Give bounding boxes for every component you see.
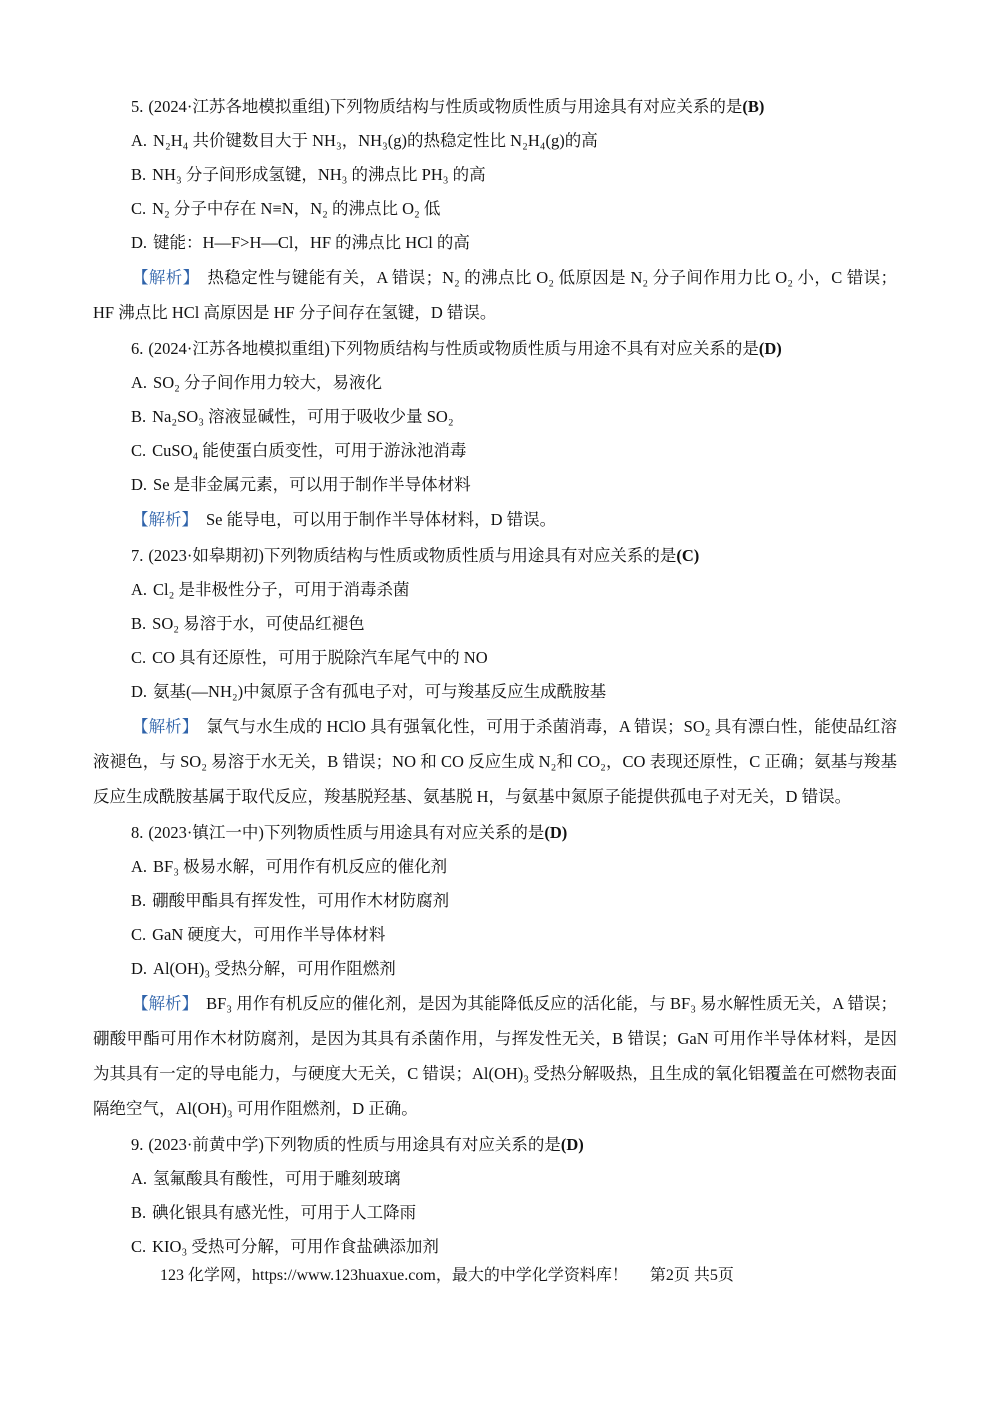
option-b bbox=[93, 607, 897, 641]
option-label: A. bbox=[131, 580, 148, 599]
option-d bbox=[93, 226, 897, 260]
analysis-paragraph bbox=[93, 260, 897, 330]
option-a bbox=[93, 1162, 897, 1196]
option-text: Cl₂ 是非极性分子，可用于消毒杀菌 bbox=[153, 580, 410, 599]
option-a bbox=[93, 850, 897, 884]
option-text: 键能：H—F>H—Cl，HF 的沸点比 HCl 的高 bbox=[153, 233, 470, 252]
option-label: B. bbox=[131, 891, 147, 910]
option-label: D. bbox=[131, 475, 148, 494]
analysis-text: Se 能导电，可以用于制作半导体材料，D 错误。 bbox=[206, 510, 557, 529]
answer-key: (D) bbox=[758, 339, 782, 358]
question-stem-text: (2023·如皋期初)下列物质结构与性质或物质性质与用途具有对应关系的是 bbox=[148, 546, 677, 565]
option-d bbox=[93, 675, 897, 709]
question-8 bbox=[93, 816, 897, 1126]
analysis-label: 【解析】 bbox=[132, 717, 199, 736]
option-label: B. bbox=[131, 614, 147, 633]
option-b bbox=[93, 400, 897, 434]
footer-site-info: 123 化学网，https://www.123huaxue.com，最大的中学化学资料库！ bbox=[160, 1267, 628, 1284]
answer-key: (D) bbox=[560, 1135, 584, 1154]
option-text: CO 具有还原性，可用于脱除汽车尾气中的 NO bbox=[152, 648, 488, 667]
option-text: 氢氟酸具有酸性，可用于雕刻玻璃 bbox=[153, 1169, 401, 1188]
answer-key: (C) bbox=[676, 546, 700, 565]
option-c bbox=[93, 192, 897, 226]
analysis-text: 氯气与水生成的 HClO 具有强氧化性，可用于杀菌消毒，A 错误；SO₂ 具有漂白性，能使品红溶液褪色，与 SO₂ 易溶于水无关，B 错误；NO 和 CO 反应生成 N₂和 CO₂，CO 表现还原性，C 正确；氨基与羧基反应生成酰胺基属于取代反应，羧基脱羟基、氨基脱 H，与氨基中氮原子能提供孤电子对无关，D 错误。 bbox=[93, 717, 897, 806]
option-text: CuSO₄ 能使蛋白质变性，可用于游泳池消毒 bbox=[152, 441, 467, 460]
option-text: Al(OH)₃ 受热分解，可用作阻燃剂 bbox=[153, 959, 396, 978]
analysis-label: 【解析】 bbox=[132, 994, 199, 1013]
option-label: C. bbox=[131, 199, 147, 218]
option-text: Se 是非金属元素，可以用于制作半导体材料 bbox=[153, 475, 471, 494]
question-number: 8. bbox=[131, 823, 144, 842]
option-label: D. bbox=[131, 682, 148, 701]
analysis-label: 【解析】 bbox=[132, 268, 200, 287]
option-c bbox=[93, 918, 897, 952]
analysis-paragraph bbox=[93, 502, 897, 537]
option-b bbox=[93, 158, 897, 192]
analysis-text: 热稳定性与键能有关，A 错误；N₂ 的沸点比 O₂ 低原因是 N₂ 分子间作用力比 O₂ 小，C 错误；HF 沸点比 HCl 高原因是 HF 分子间存在氢键，D 错误。 bbox=[93, 268, 898, 322]
option-label: C. bbox=[131, 441, 147, 460]
option-d bbox=[93, 952, 897, 986]
analysis-paragraph bbox=[93, 986, 897, 1126]
option-c bbox=[93, 1230, 897, 1264]
question-7 bbox=[93, 539, 897, 814]
question-stem-text: (2023·镇江一中)下列物质性质与用途具有对应关系的是 bbox=[148, 823, 545, 842]
analysis-label: 【解析】 bbox=[132, 510, 198, 529]
option-a bbox=[93, 573, 897, 607]
option-b bbox=[93, 1196, 897, 1230]
option-text: 硼酸甲酯具有挥发性，可用作木材防腐剂 bbox=[152, 891, 450, 910]
question-stem bbox=[93, 816, 897, 850]
option-c bbox=[93, 434, 897, 468]
option-text: Na₂SO₃ 溶液显碱性，可用于吸收少量 SO₂ bbox=[152, 407, 454, 426]
option-text: 氨基(—NH₂)中氮原子含有孤电子对，可与羧基反应生成酰胺基 bbox=[153, 682, 607, 701]
option-text: 碘化银具有感光性，可用于人工降雨 bbox=[152, 1203, 417, 1222]
option-d bbox=[93, 468, 897, 502]
question-number: 5. bbox=[131, 97, 144, 116]
question-number: 7. bbox=[131, 546, 144, 565]
answer-key: (D) bbox=[544, 823, 568, 842]
answer-key: (B) bbox=[742, 97, 765, 116]
option-label: B. bbox=[131, 1203, 147, 1222]
question-stem-text: (2024·江苏各地模拟重组)下列物质结构与性质或物质性质与用途具有对应关系的是 bbox=[148, 97, 743, 116]
question-number: 9. bbox=[131, 1135, 144, 1154]
option-label: C. bbox=[131, 925, 147, 944]
question-6 bbox=[93, 332, 897, 537]
option-label: A. bbox=[131, 857, 148, 876]
page-footer bbox=[93, 1264, 897, 1288]
analysis-text: BF₃ 用作有机反应的催化剂，是因为其能降低反应的活化能，与 BF₃ 易水解性质无关，A 错误；硼酸甲酯可用作木材防腐剂，是因为其具有杀菌作用，与挥发性无关，B 错误；GaN 可用作半导体材料，是因为其具有一定的导电能力，与硬度大无关，C 错误；Al(OH)₃ 受热分解吸热，且生成的氧化铝覆盖在可燃物表面隔绝空气，Al(OH)₃ 可用作阻燃剂，D 正确。 bbox=[93, 994, 898, 1118]
question-9 bbox=[93, 1128, 897, 1264]
option-b bbox=[93, 884, 897, 918]
option-a bbox=[93, 366, 897, 400]
option-label: A. bbox=[131, 373, 148, 392]
option-label: C. bbox=[131, 1237, 147, 1256]
option-a bbox=[93, 124, 897, 158]
option-text: N₂H₄ 共价键数目大于 NH₃，NH₃(g)的热稳定性比 N₂H₄(g)的高 bbox=[153, 131, 598, 150]
question-5 bbox=[93, 90, 897, 330]
option-text: NH₃ 分子间形成氢键，NH₃ 的沸点比 PH₃ 的高 bbox=[152, 165, 486, 184]
option-text: BF₃ 极易水解，可用作有机反应的催化剂 bbox=[153, 857, 448, 876]
question-stem bbox=[93, 1128, 897, 1162]
option-label: C. bbox=[131, 648, 147, 667]
option-c bbox=[93, 641, 897, 675]
analysis-paragraph bbox=[93, 709, 897, 814]
option-text: N₂ 分子中存在 N≡N，N₂ 的沸点比 O₂ 低 bbox=[152, 199, 441, 218]
option-label: D. bbox=[131, 959, 148, 978]
option-label: A. bbox=[131, 131, 148, 150]
option-text: GaN 硬度大，可用作半导体材料 bbox=[152, 925, 386, 944]
option-label: D. bbox=[131, 233, 148, 252]
footer-page-number: 第2页 共5页 bbox=[649, 1267, 734, 1284]
option-text: SO₂ 分子间作用力较大，易液化 bbox=[153, 373, 383, 392]
document-page bbox=[93, 90, 897, 1288]
question-stem-text: (2024·江苏各地模拟重组)下列物质结构与性质或物质性质与用途不具有对应关系的是 bbox=[148, 339, 759, 358]
option-label: B. bbox=[131, 407, 147, 426]
question-stem bbox=[93, 332, 897, 366]
option-text: SO₂ 易溶于水，可使品红褪色 bbox=[152, 614, 365, 633]
question-number: 6. bbox=[131, 339, 144, 358]
question-stem bbox=[93, 90, 897, 124]
option-text: KIO₃ 受热可分解，可用作食盐碘添加剂 bbox=[152, 1237, 439, 1256]
question-stem bbox=[93, 539, 897, 573]
option-label: B. bbox=[131, 165, 147, 184]
option-label: A. bbox=[131, 1169, 148, 1188]
question-stem-text: (2023·前黄中学)下列物质的性质与用途具有对应关系的是 bbox=[148, 1135, 561, 1154]
